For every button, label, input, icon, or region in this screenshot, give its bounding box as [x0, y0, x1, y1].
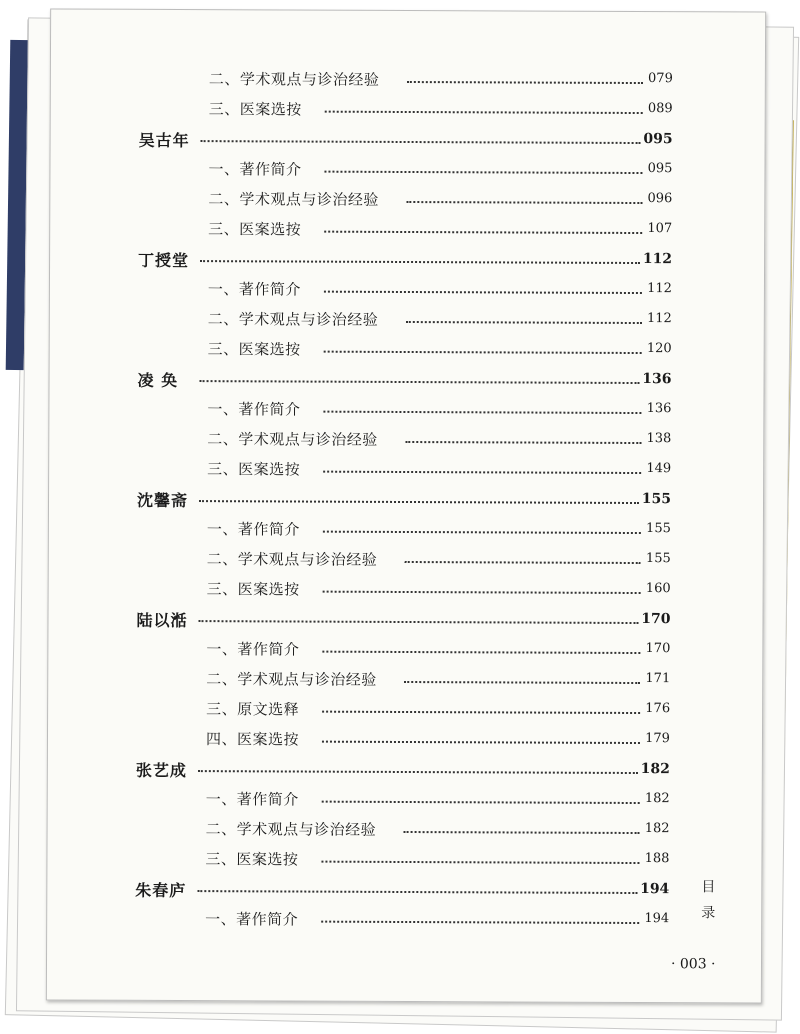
toc-section-title: 三、医案选按 [208, 220, 302, 239]
toc-section-title: 二、学术观点与诊治经验 [208, 190, 379, 209]
toc-section-row [48, 697, 762, 724]
toc-section-title: 三、医案选按 [206, 580, 300, 599]
toc-page-number: 155 [646, 521, 671, 537]
toc-section-row [49, 457, 763, 484]
toc-leader-dots [406, 321, 642, 324]
toc-chapter-title: 丁授堂 [138, 250, 190, 271]
toc-chapter-row [49, 487, 763, 514]
toc-section-title: 三、医案选按 [205, 850, 299, 869]
toc-section-title: 一、著作简介 [207, 280, 301, 299]
toc-leader-dots [198, 620, 638, 624]
toc-section-row [50, 217, 764, 244]
toc-leader-dots [199, 500, 639, 504]
toc-chapter-row [47, 877, 761, 904]
toc-leader-dots [323, 591, 641, 594]
toc-section-title: 一、著作简介 [207, 400, 301, 419]
toc-page-number: 095 [647, 161, 673, 177]
toc-chapter-title: 凌 奂 [137, 370, 179, 391]
toc-section-title: 一、著作简介 [205, 910, 299, 929]
toc-chapter-title: 张艺成 [135, 760, 187, 781]
toc-leader-dots [198, 770, 638, 774]
toc-leader-dots [200, 260, 640, 264]
toc-section-row [48, 667, 762, 694]
toc-section-row [49, 427, 763, 454]
toc-page-number: 079 [648, 71, 673, 87]
toc-chapter-row [48, 607, 762, 634]
toc-leader-dots [322, 651, 640, 654]
toc-section-row [50, 307, 764, 334]
toc-section-row [50, 277, 764, 304]
toc-leader-dots [321, 861, 639, 864]
toc-page-number: 155 [641, 491, 672, 508]
toc-section-title: 二、学术观点与诊治经验 [208, 70, 380, 89]
toc-page-number: 089 [647, 101, 673, 117]
toc-section-title: 一、著作简介 [206, 520, 300, 539]
toc-section-title: 三、原文选释 [206, 700, 300, 719]
toc-page-number: 096 [647, 191, 673, 207]
toc-section-row [48, 727, 762, 754]
toc-page-number: 120 [646, 341, 672, 357]
toc-section-title: 一、著作简介 [206, 640, 300, 659]
toc-leader-dots [201, 140, 641, 144]
toc-chapter-row [49, 367, 763, 394]
toc-chapter-title: 朱春庐 [135, 880, 187, 901]
page-number: · 003 · [670, 956, 716, 973]
toc-section-title: 三、医案选按 [208, 100, 302, 119]
table-of-contents [51, 9, 765, 929]
toc-chapter-title: 吴古年 [138, 130, 190, 151]
toc-leader-dots [200, 380, 640, 384]
toc-leader-dots [322, 741, 640, 744]
toc-page-number: 112 [642, 251, 673, 268]
toc-leader-dots [325, 111, 643, 114]
toc-leader-dots [321, 921, 639, 924]
toc-section-title: 二、学术观点与诊治经验 [207, 430, 378, 449]
toc-leader-dots [324, 351, 642, 354]
toc-section-title: 四、医案选按 [205, 730, 300, 749]
toc-chapter-row [48, 757, 762, 784]
toc-leader-dots [322, 801, 640, 804]
toc-chapter-title: 陆以湉 [136, 610, 188, 631]
toc-leader-dots [324, 231, 642, 234]
toc-section-row [48, 787, 762, 814]
toc-page-number: 182 [644, 791, 670, 807]
toc-section-row [49, 517, 763, 544]
toc-section-title: 一、著作简介 [205, 790, 299, 809]
toc-page-number: 112 [646, 311, 672, 327]
toc-section-title: 二、学术观点与诊治经验 [206, 550, 378, 569]
toc-page-number: 155 [645, 551, 671, 567]
toc-section-row [48, 817, 762, 844]
toc-section-row [47, 907, 761, 934]
toc-leader-dots [405, 441, 641, 444]
toc-section-row [51, 97, 765, 124]
toc-section-title: 三、医案选按 [207, 460, 301, 479]
toc-section-row [49, 547, 763, 574]
toc-section-row [50, 187, 764, 214]
toc-page-number: 182 [644, 821, 670, 837]
toc-section-title: 三、医案选按 [207, 340, 301, 359]
toc-chapter-row [51, 127, 765, 154]
toc-section-row [48, 637, 762, 664]
toc-leader-dots [404, 681, 640, 684]
side-label-lu: 录 [701, 905, 718, 922]
toc-section-title: 一、著作简介 [208, 160, 302, 179]
side-label-mu: 目 [701, 879, 718, 896]
toc-page-number: 160 [645, 581, 671, 597]
toc-page-number: 176 [645, 701, 671, 717]
toc-leader-dots [323, 531, 641, 534]
toc-section-title: 二、学术观点与诊治经验 [207, 310, 379, 329]
toc-page-number: 194 [640, 881, 670, 898]
toc-page-number: 182 [640, 761, 670, 778]
toc-section-row [49, 577, 763, 604]
toc-chapter-row [50, 247, 764, 274]
toc-chapter-title: 沈馨斋 [136, 490, 189, 511]
toc-page-number: 188 [644, 851, 670, 867]
toc-section-title: 二、学术观点与诊治经验 [206, 670, 377, 689]
toc-section-row [47, 847, 761, 874]
toc-leader-dots [404, 831, 640, 834]
toc-leader-dots [324, 291, 642, 294]
toc-section-row [50, 157, 764, 184]
toc-page-number: 179 [645, 731, 671, 747]
toc-page-number: 095 [643, 131, 673, 148]
toc-leader-dots [323, 471, 641, 474]
toc-page-number: 136 [646, 401, 672, 417]
toc-page-number: 112 [647, 281, 672, 297]
toc-leader-dots [406, 201, 642, 204]
toc-leader-dots [197, 890, 637, 894]
toc-leader-dots [405, 561, 641, 564]
toc-page-number: 149 [646, 461, 672, 477]
toc-section-title: 二、学术观点与诊治经验 [205, 820, 377, 839]
toc-section-row [50, 337, 764, 364]
toc-page-number: 136 [642, 371, 672, 388]
toc-page-number: 170 [645, 641, 671, 657]
toc-page-number: 138 [646, 431, 672, 447]
toc-leader-dots [407, 81, 643, 84]
toc-section-row [49, 397, 763, 424]
toc-page-number: 194 [644, 911, 670, 927]
toc-page [46, 8, 766, 1003]
toc-page-number: 170 [641, 611, 671, 628]
toc-page-number: 171 [645, 671, 671, 687]
toc-leader-dots [323, 411, 641, 414]
toc-leader-dots [322, 711, 640, 714]
toc-leader-dots [324, 171, 642, 174]
toc-page-number: 107 [647, 221, 673, 237]
toc-section-row [51, 67, 765, 94]
